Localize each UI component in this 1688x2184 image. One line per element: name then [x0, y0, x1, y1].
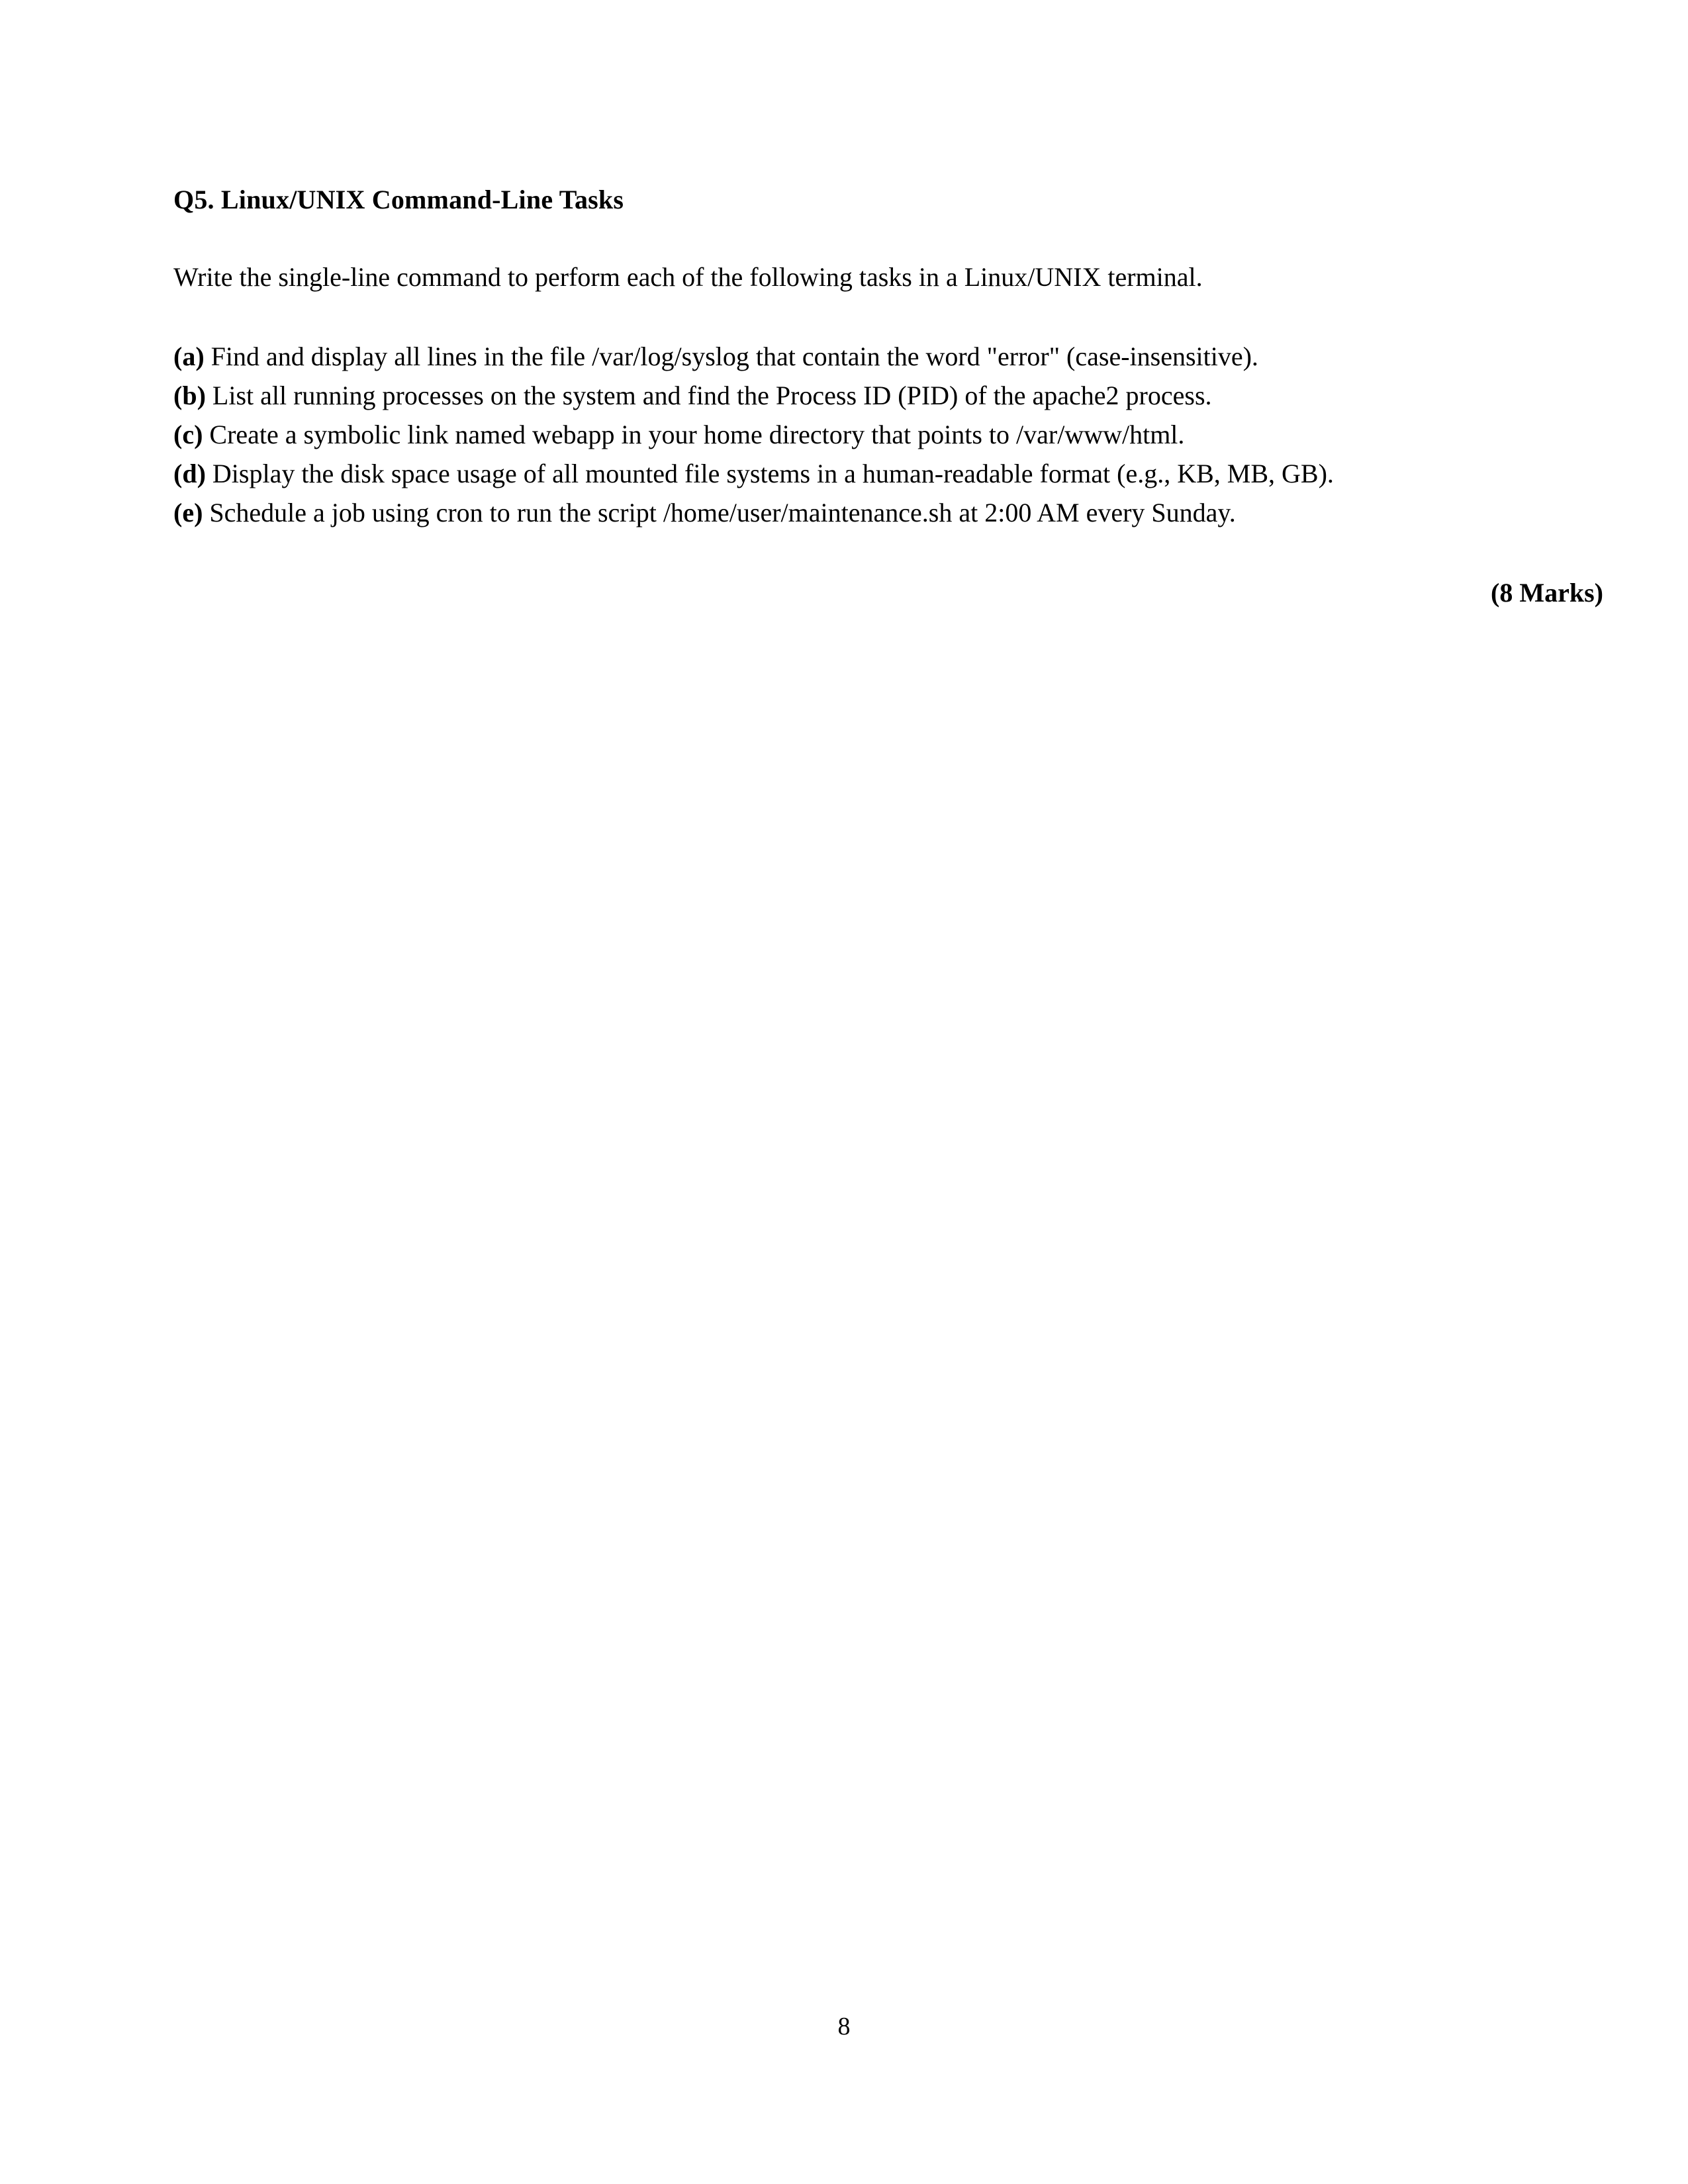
task-label: (d)	[173, 458, 206, 488]
list-item	[173, 416, 1603, 455]
task-text: Find and display all lines in the file /var/log/syslog that contain the word "error" (case-insensitive).	[211, 341, 1258, 372]
page-title: Q5. Linux/UNIX Command-Line Tasks	[173, 185, 624, 214]
list-item	[173, 494, 1603, 533]
task-text: Schedule a job using cron to run the script /home/user/maintenance.sh at 2:00 AM every Sunday.	[209, 497, 1236, 527]
instruction-text: Write the single-line command to perform each of the following tasks in a Linux/UNIX terminal.	[173, 262, 1203, 293]
task-text: List all running processes on the system and find the Process ID (PID) of the apache2 process.	[212, 381, 1212, 411]
list-item	[173, 377, 1603, 416]
page-content	[173, 184, 1603, 608]
page-number: 8	[837, 2013, 851, 2040]
list-item	[173, 455, 1603, 494]
task-text: Display the disk space usage of all mounted file systems in a human-readable format (e.g., KB, MB, GB).	[212, 458, 1334, 488]
task-label: (c)	[173, 419, 203, 449]
task-label: (e)	[173, 497, 203, 527]
list-item	[173, 338, 1603, 377]
marks-label: (8 Marks)	[1491, 578, 1603, 608]
task-text: Create a symbolic link named webapp in your home directory that points to /var/www/html.	[209, 419, 1185, 449]
task-label: (a)	[173, 341, 205, 372]
task-list	[173, 293, 1603, 532]
task-label: (b)	[173, 381, 206, 411]
